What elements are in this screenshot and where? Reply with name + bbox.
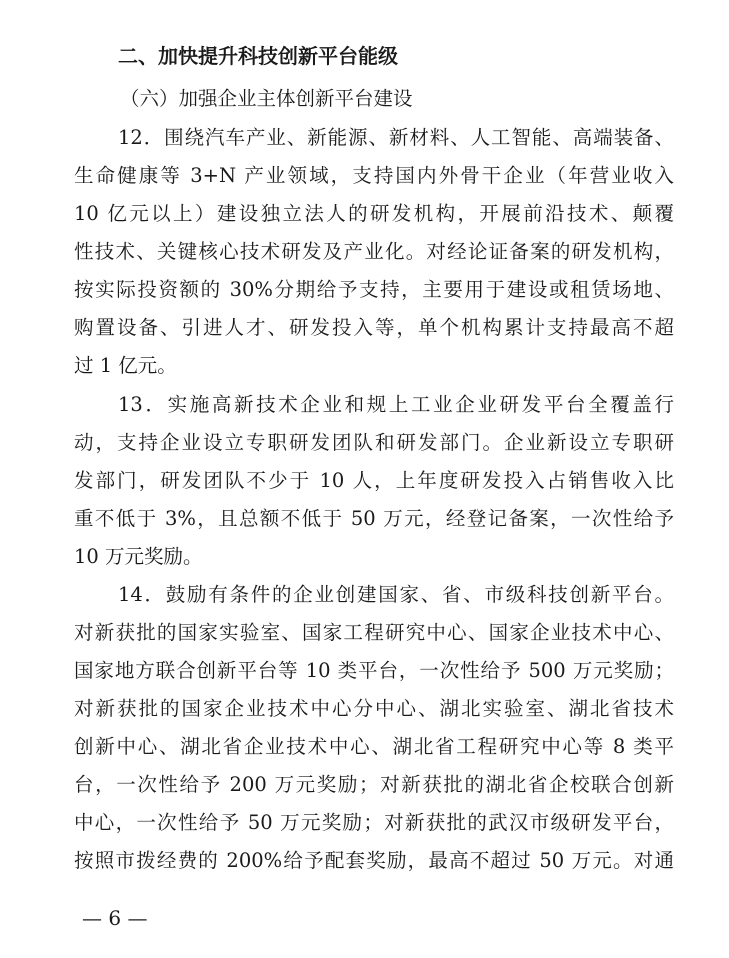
paragraph-line: 动，支持企业设立专职研发团队和研发部门。企业新设立专职研 bbox=[74, 431, 674, 454]
paragraph-line: 10 万元奖励。 bbox=[74, 545, 203, 568]
paragraph-line: 过 1 亿元。 bbox=[74, 354, 177, 377]
paragraph-line: 创新中心、湖北省企业技术中心、湖北省工程研究中心等 8 类平 bbox=[74, 735, 674, 758]
paragraph-line: 12．围绕汽车产业、新能源、新材料、人工智能、高端装备、 bbox=[118, 126, 674, 149]
paragraph-line: 生命健康等 3+N 产业领域，支持国内外骨干企业（年营业收入 bbox=[74, 164, 674, 187]
paragraph-line: 国家地方联合创新平台等 10 类平台，一次性给予 500 万元奖励； bbox=[74, 659, 674, 682]
paragraph-line: 台，一次性给予 200 万元奖励；对新获批的湖北省企校联合创新 bbox=[74, 773, 674, 796]
paragraph-line: 10 亿元以上）建设独立法人的研发机构，开展前沿技术、颠覆 bbox=[74, 202, 674, 225]
page-number: — 6 — bbox=[82, 906, 148, 930]
paragraph-line: 对新获批的国家企业技术中心分中心、湖北实验室、湖北省技术 bbox=[74, 697, 674, 720]
paragraph-line: 中心，一次性给予 50 万元奖励；对新获批的武汉市级研发平台， bbox=[74, 811, 674, 834]
paragraph-line: 14．鼓励有条件的企业创建国家、省、市级科技创新平台。 bbox=[118, 583, 674, 606]
paragraph-line: 发部门，研发团队不少于 10 人，上年度研发投入占销售收入比 bbox=[74, 469, 674, 492]
paragraph-line: 按照市拨经费的 200%给予配套奖励，最高不超过 50 万元。对通 bbox=[74, 849, 674, 872]
paragraph-line: 性技术、关键核心技术研发及产业化。对经论证备案的研发机构， bbox=[74, 240, 674, 263]
paragraph-line: 13．实施高新技术企业和规上工业企业研发平台全覆盖行 bbox=[118, 393, 674, 416]
paragraph-line: 购置设备、引进人才、研发投入等，单个机构累计支持最高不超 bbox=[74, 316, 674, 339]
paragraph-line: 按实际投资额的 30%分期给予支持，主要用于建设或租赁场地、 bbox=[74, 278, 674, 301]
paragraph-line: 重不低于 3%，且总额不低于 50 万元，经登记备案，一次性给予 bbox=[74, 507, 674, 530]
section-heading: 二、加快提升科技创新平台能级 bbox=[118, 44, 398, 68]
paragraph-line: 对新获批的国家实验室、国家工程研究中心、国家企业技术中心、 bbox=[74, 621, 674, 644]
subsection-heading: （六）加强企业主体创新平台建设 bbox=[120, 87, 413, 110]
